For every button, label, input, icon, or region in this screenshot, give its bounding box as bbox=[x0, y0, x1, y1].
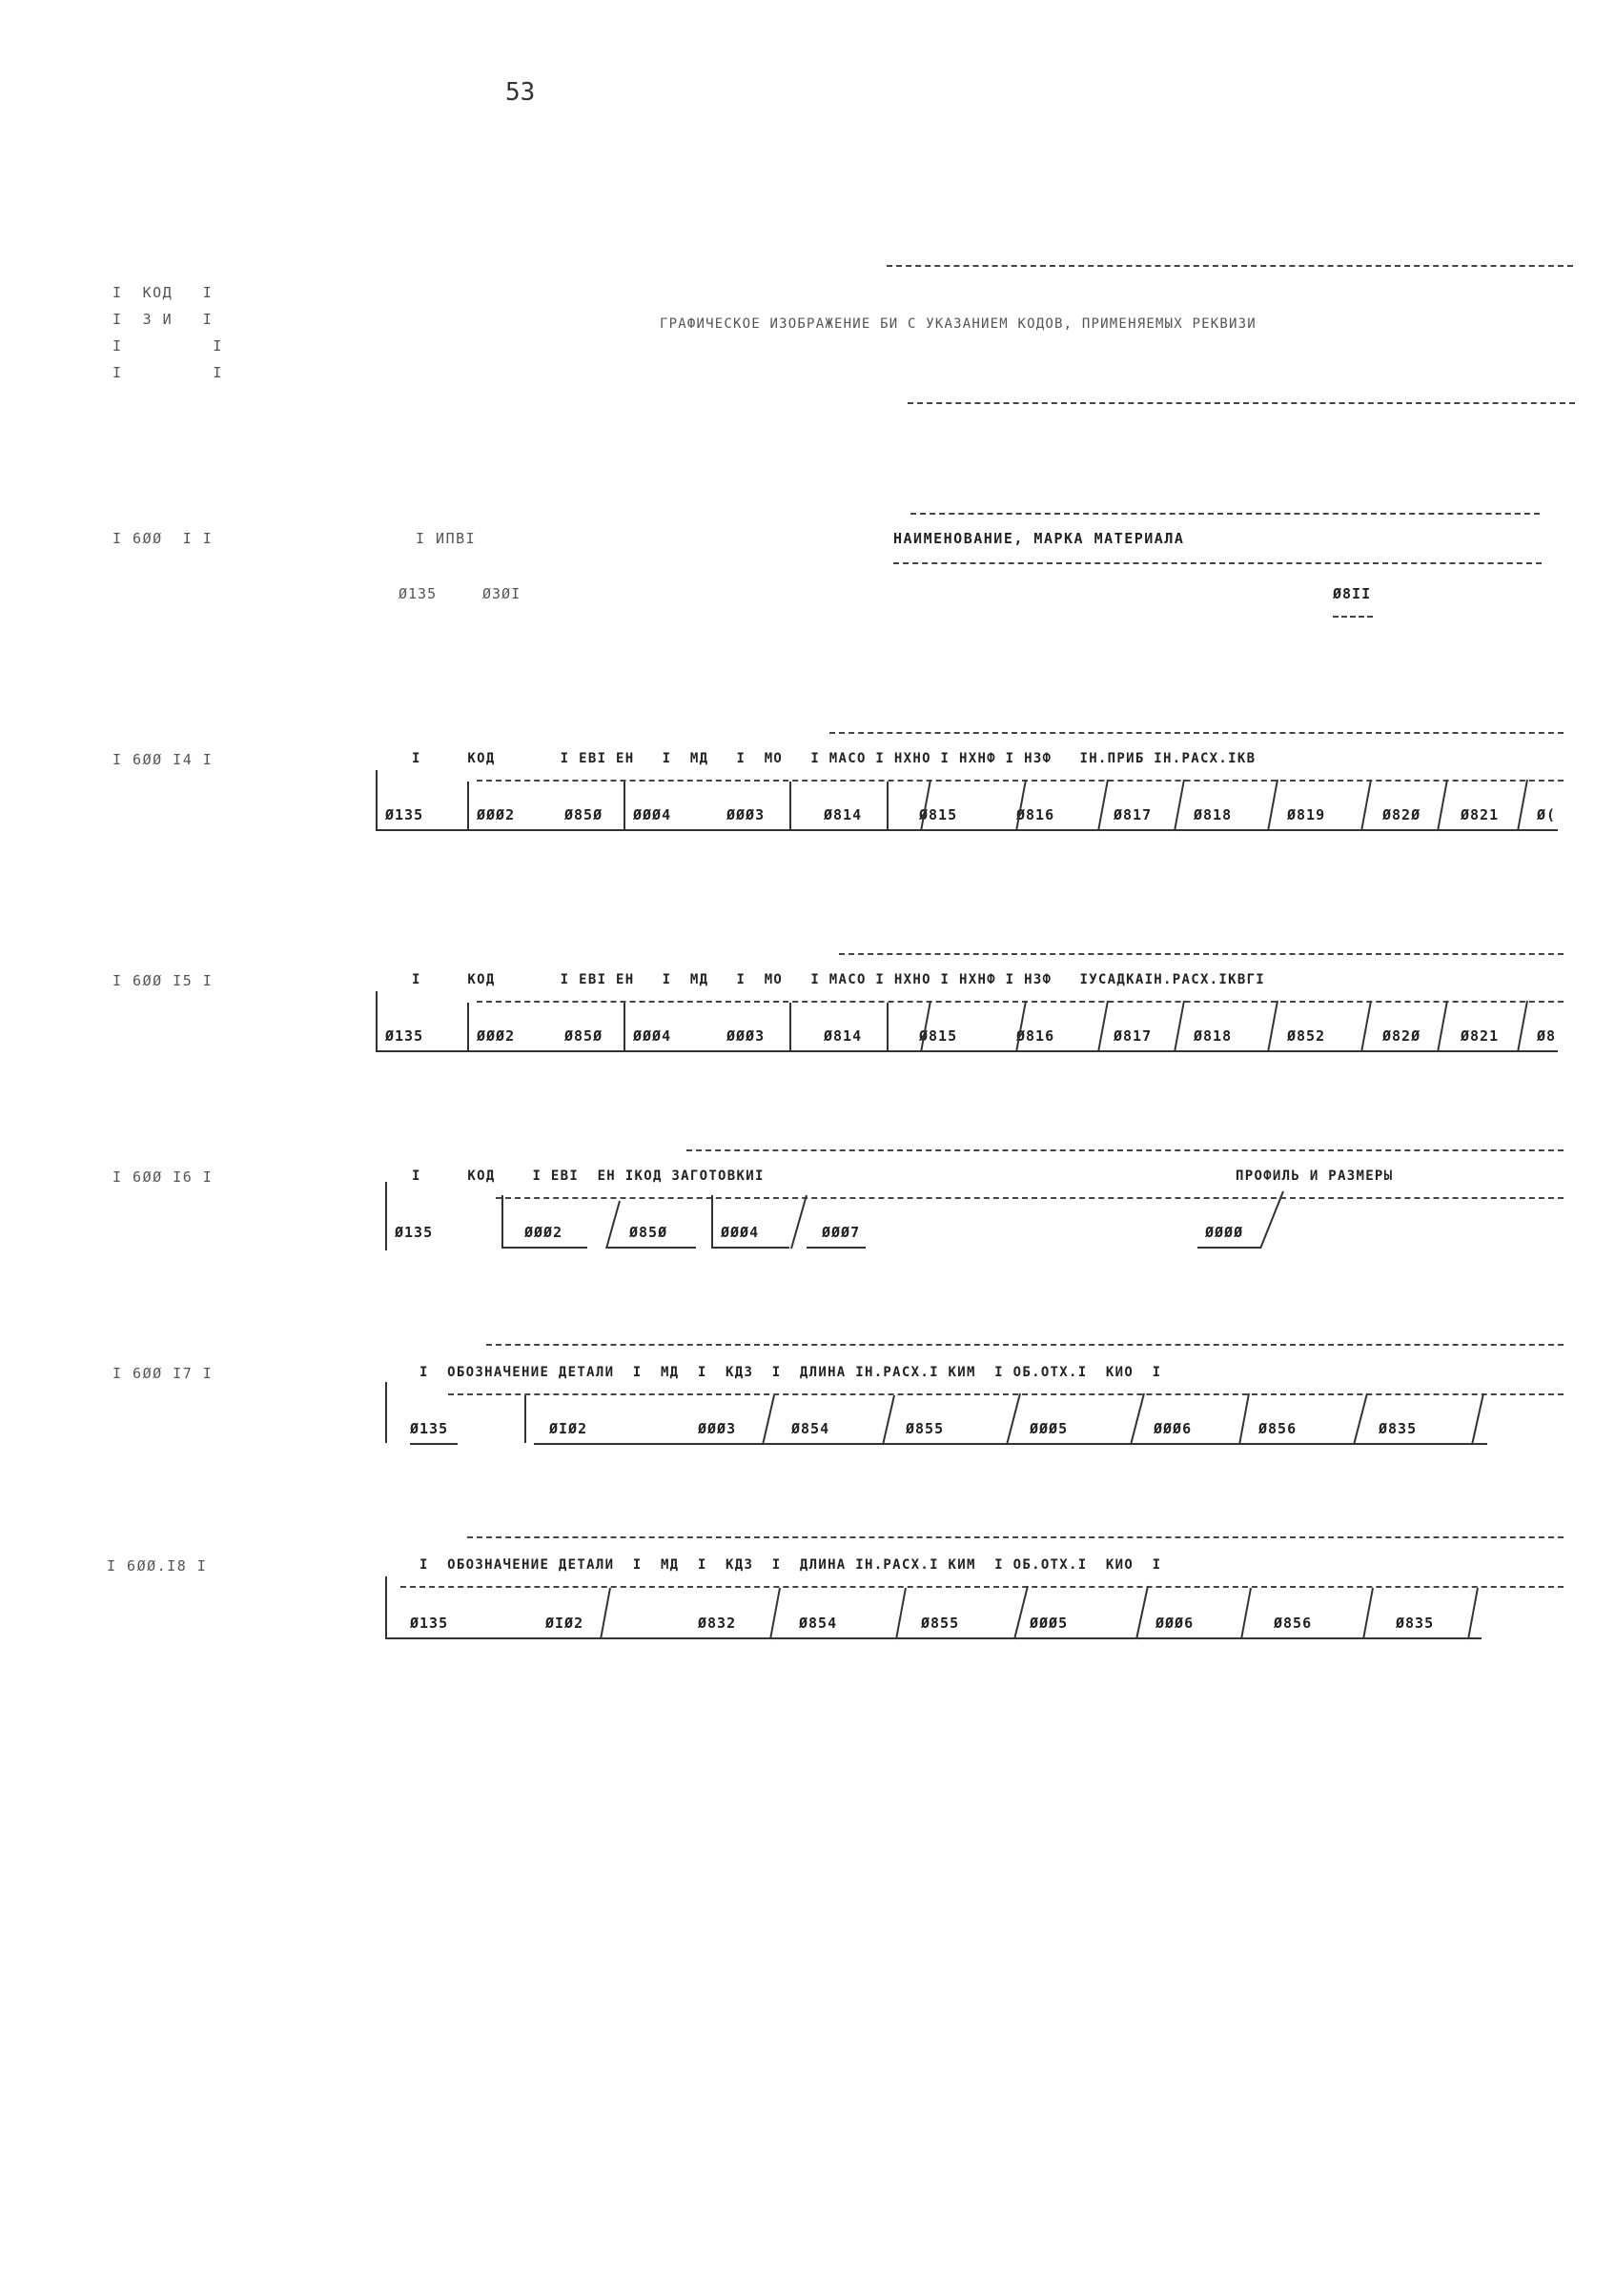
code: Ø815 bbox=[919, 1027, 958, 1045]
header-left-line: I З И I bbox=[112, 311, 214, 328]
code: ØØØ4 bbox=[721, 1224, 760, 1241]
code: Ø821 bbox=[1461, 806, 1500, 823]
code: Ø818 bbox=[1194, 1027, 1233, 1045]
code: Ø835 bbox=[1379, 1420, 1418, 1437]
code: ØØØ2 bbox=[524, 1224, 563, 1241]
row-header: I КОД I ЕВI ЕН I МД I МО I МАСО I НХНО I НХНФ I НЗФ IУСАДКАIН.РАСХ.IКВГI bbox=[412, 972, 1266, 987]
row-label: I 6ØØ.I8 I bbox=[107, 1557, 208, 1575]
code: Ø85Ø bbox=[564, 806, 603, 823]
code: Ø832 bbox=[698, 1615, 737, 1632]
code: ØØØ5 bbox=[1030, 1420, 1069, 1437]
code: Ø85Ø bbox=[629, 1224, 668, 1241]
code: ØØØ6 bbox=[1155, 1615, 1195, 1632]
code: ØØØ5 bbox=[1030, 1615, 1069, 1632]
header-left-line: I I bbox=[112, 337, 223, 355]
code: Ø8 bbox=[1537, 1027, 1557, 1045]
code: ØØØ3 bbox=[726, 1027, 766, 1045]
code: Ø135 bbox=[385, 1027, 424, 1045]
code: Ø819 bbox=[1287, 806, 1326, 823]
row-header: I КОД I ЕВI ЕН I МД I МО I МАСО I НХНО I НХНФ I НЗФ IН.ПРИБ IН.РАСХ.IКВ bbox=[412, 751, 1257, 766]
row-header: I КОД I ЕВI ЕН IКОД ЗАГОТОВКИI bbox=[412, 1168, 765, 1184]
row-label: I 6ØØ I7 I bbox=[112, 1365, 214, 1382]
header-left-line: I I bbox=[112, 364, 223, 381]
code: Ø814 bbox=[824, 806, 863, 823]
code: Ø135 bbox=[410, 1615, 449, 1632]
code: Ø82Ø bbox=[1382, 1027, 1421, 1045]
code: ØØØ3 bbox=[726, 806, 766, 823]
code: Ø814 bbox=[824, 1027, 863, 1045]
code: Ø855 bbox=[921, 1615, 960, 1632]
row-label: I 6ØØ I5 I bbox=[112, 972, 214, 989]
code: Ø( bbox=[1537, 806, 1557, 823]
code: Ø835 bbox=[1396, 1615, 1435, 1632]
row-header: I ОБОЗНАЧЕНИЕ ДЕТАЛИ I МД I КДЗ I ДЛИНА IН.РАСХ.I КИМ I ОБ.ОТХ.I КИО I bbox=[419, 1557, 1162, 1573]
header-title: ГРАФИЧЕСКОЕ ИЗОБРАЖЕНИЕ БИ С УКАЗАНИЕМ КОДОВ, ПРИМЕНЯЕМЫХ РЕКВИЗИ bbox=[660, 316, 1257, 332]
code: Ø854 bbox=[791, 1420, 830, 1437]
header-left-line: I KOД I bbox=[112, 284, 214, 301]
code: Ø855 bbox=[906, 1420, 945, 1437]
row-header: I ОБОЗНАЧЕНИЕ ДЕТАЛИ I МД I КДЗ I ДЛИНА IН.РАСХ.I КИМ I ОБ.ОТХ.I КИО I bbox=[419, 1365, 1162, 1380]
code: Ø815 bbox=[919, 806, 958, 823]
code: Ø856 bbox=[1258, 1420, 1298, 1437]
code: Ø856 bbox=[1274, 1615, 1313, 1632]
code-0135: Ø135 bbox=[399, 585, 438, 602]
code: Ø85Ø bbox=[564, 1027, 603, 1045]
code-0301: Ø3ØI bbox=[482, 585, 521, 602]
code: ØØØ2 bbox=[477, 1027, 516, 1045]
page-number: 53 bbox=[505, 78, 536, 107]
code: ØØØ7 bbox=[822, 1224, 861, 1241]
row-header: I ИПВI bbox=[416, 530, 477, 547]
code: ØØØØ bbox=[1205, 1224, 1244, 1241]
code: ØIØ2 bbox=[545, 1615, 584, 1632]
code: Ø816 bbox=[1016, 806, 1055, 823]
code: Ø854 bbox=[799, 1615, 838, 1632]
code: Ø852 bbox=[1287, 1027, 1326, 1045]
row-label: I 6ØØ I4 I bbox=[112, 751, 214, 768]
code: ØØØ4 bbox=[633, 1027, 672, 1045]
row-label: I 6ØØ I I bbox=[112, 530, 214, 547]
row-header-profile: ПРОФИЛЬ И РАЗМЕРЫ bbox=[1236, 1168, 1394, 1184]
code: Ø135 bbox=[410, 1420, 449, 1437]
code: Ø821 bbox=[1461, 1027, 1500, 1045]
code: ØØØ3 bbox=[698, 1420, 737, 1437]
code: Ø816 bbox=[1016, 1027, 1055, 1045]
code: ØØØ2 bbox=[477, 806, 516, 823]
code: ØIØ2 bbox=[549, 1420, 588, 1437]
code: Ø817 bbox=[1114, 806, 1153, 823]
code: Ø818 bbox=[1194, 806, 1233, 823]
code: ØØØ4 bbox=[633, 806, 672, 823]
code: Ø817 bbox=[1114, 1027, 1153, 1045]
code: Ø135 bbox=[385, 806, 424, 823]
code: ØØØ6 bbox=[1154, 1420, 1193, 1437]
code: Ø135 bbox=[395, 1224, 434, 1241]
code: Ø82Ø bbox=[1382, 806, 1421, 823]
row-header-material: НАИМЕНОВАНИЕ, МАРКА МАТЕРИАЛА bbox=[893, 530, 1185, 547]
code-0811: Ø8II bbox=[1333, 585, 1372, 602]
row-label: I 6ØØ I6 I bbox=[112, 1168, 214, 1186]
